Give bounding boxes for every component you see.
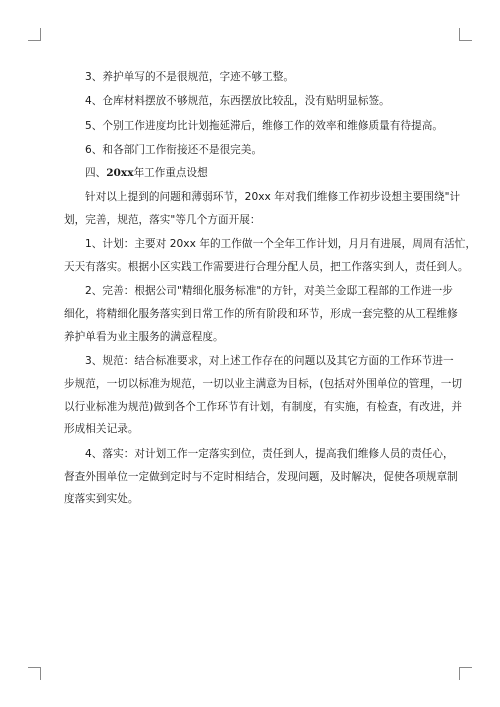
- plan-line: 步规范，一切以标准为规范，一切以业主满意为目标，(包括对外围单位的管理，一切: [64, 377, 462, 390]
- plan-line: 督查外围单位一定做到定时与不定时相结合，发现问题，及时解决，促使各项规章制: [64, 470, 458, 483]
- plan-line: 4、落实：对计划工作一定落实到位，责任到人，提高我们维修人员的责任心，: [85, 447, 454, 460]
- plan-paragraph-4: [64, 443, 458, 511]
- plan-line: 形成相关记录。: [64, 423, 139, 436]
- plan-line: 2、完善：根据公司"精细化服务标准"的方针，对美兰金邸工程部的工作进一步: [85, 285, 453, 298]
- plan-line: 以行业标准为规范)做到各个工作环节有计划，有制度，有实施，有检查，有改进，并: [64, 400, 462, 413]
- plan-paragraph-2: [64, 280, 458, 348]
- crop-mark-bottom-left: [28, 667, 41, 680]
- issue-item-3: 3、养护单写的不是很规范，字迹不够工整。: [85, 71, 295, 83]
- plan-line: 度落实到实处。: [64, 493, 139, 506]
- plan-line: 天天有落实。根据小区实践工作需要进行合理分配人员，把工作落实到人，责任到人。: [64, 260, 469, 273]
- section-heading-year: 20xx: [106, 166, 134, 179]
- crop-mark-top-left: [28, 28, 41, 41]
- plan-line: 3、规范：结合标准要求，对上述工作存在的问题以及其它方面的工作环节进一: [85, 355, 454, 368]
- issue-item-6: 6、和各部门工作衔接还不是很完美。: [85, 143, 263, 156]
- plan-line: 养护单看为业主服务的满意程度。: [64, 330, 224, 343]
- crop-mark-top-right: [459, 28, 472, 41]
- section-heading-suffix: 年工作重点设想: [133, 166, 208, 179]
- document-body: [64, 66, 477, 511]
- issue-item-4: 4、仓库材料摆放不够规范，东西摆放比较乱，没有贴明显标签。: [85, 95, 390, 108]
- section-heading-prefix: 四、: [85, 166, 107, 179]
- plan-paragraph-3: [64, 350, 462, 441]
- intro-line: 针对以上提到的问题和薄弱环节，20xx 年对我们维修工作初步设想主要围绕"计: [85, 190, 461, 203]
- plan-line: 细化，将精细化服务落实到日常工作的所有阶段和环节，形成一套完整的从工程维修: [64, 307, 458, 320]
- crop-mark-bottom-right: [459, 667, 472, 680]
- section-heading: [64, 162, 442, 185]
- plan-line: 1、计划：主要对 20xx 年的工作做一个全年工作计划，月月有进展，周周有活忙，: [85, 238, 477, 251]
- issue-item-5: 5、个别工作进度均比计划拖延滞后，维修工作的效率和维修质量有待提高。: [85, 119, 444, 132]
- plan-paragraph-1: [64, 233, 477, 279]
- intro-paragraph: [64, 186, 461, 232]
- intro-line: 划，完善，规范，落实"等几个方面开展：: [64, 213, 261, 226]
